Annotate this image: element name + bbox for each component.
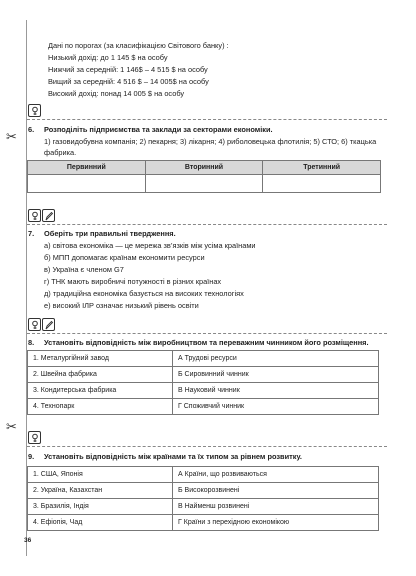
- threshold-line: Високий дохід: понад 14 005 $ на особу: [48, 89, 185, 98]
- option-item[interactable]: а) світова економіка — це мережа зв’язків між усіма країнами: [44, 241, 256, 250]
- task-title: Установіть відповідність між країнами та їх типом за рівнем розвитку.: [44, 452, 302, 461]
- answer-cell[interactable]: [28, 175, 146, 193]
- pencil-icon: [42, 209, 55, 222]
- pencil-icon: [42, 318, 55, 331]
- match-left-cell: 2. Україна, Казахстан: [28, 483, 173, 499]
- task-number: 6.: [28, 125, 35, 134]
- match-left-cell: 3. Бразилія, Індія: [28, 499, 173, 515]
- threshold-line: Нижчий за середній: 1 146$ – 4 515 $ на особу: [48, 65, 208, 74]
- match-right-cell: В Науковий чинник: [173, 383, 379, 399]
- match-right-cell: Г Споживчий чинник: [173, 399, 379, 415]
- section-divider: [27, 119, 387, 120]
- match-right-cell: Б Сировинний чинник: [173, 367, 379, 383]
- option-item[interactable]: б) МПП допомагає країнам економити ресурси: [44, 253, 205, 262]
- threshold-line: Низький дохід: до 1 145 $ на особу: [48, 53, 168, 62]
- match-right-cell: Б Високорозвинені: [173, 483, 379, 499]
- task-number: 7.: [28, 229, 35, 238]
- task-text: 1) газовидобувна компанія; 2) пекарня; 3) лікарня; 4) риболовецька флотилія; 5) СТО; 6) ткацька: [44, 137, 377, 146]
- option-item[interactable]: д) традиційна економіка базується на високих технологіях: [44, 289, 244, 298]
- task-title: Установіть відповідність між виробництвом та переважним чинником його розміщення.: [44, 338, 369, 347]
- page-number: 36: [24, 537, 32, 544]
- match-left-cell: 1. Металургійний завод: [28, 351, 173, 367]
- match-right-cell: А Трудові ресурси: [173, 351, 379, 367]
- match-right-cell: Г Країни з перехідною економікою: [173, 515, 379, 531]
- sector-header: Вторинний: [145, 161, 263, 175]
- match-left-cell: 3. Кондитерська фабрика: [28, 383, 173, 399]
- match-table: [27, 350, 379, 415]
- match-left-cell: 2. Швейна фабрика: [28, 367, 173, 383]
- task-icon: [28, 209, 41, 222]
- answer-cell[interactable]: [145, 175, 263, 193]
- answer-cell[interactable]: [263, 175, 381, 193]
- option-item[interactable]: г) ТНК мають виробничі потужності в різних країнах: [44, 277, 222, 286]
- sector-header: Третинний: [263, 161, 381, 175]
- task-title: Розподіліть підприємства та заклади за секторами економіки.: [44, 125, 273, 134]
- section-divider: [27, 224, 387, 225]
- task-icon: [28, 104, 41, 117]
- match-left-cell: 1. США, Японія: [28, 467, 173, 483]
- sectors-table: [27, 160, 381, 193]
- section-divider: [27, 446, 387, 447]
- task-text: фабрика.: [44, 148, 77, 157]
- task-number: 9.: [28, 452, 35, 461]
- task-number: 8.: [28, 338, 35, 347]
- match-right-cell: В Найменш розвинені: [173, 499, 379, 515]
- match-table: [27, 466, 379, 531]
- task-icon: [28, 431, 41, 444]
- match-left-cell: 4. Ефіопія, Чад: [28, 515, 173, 531]
- thresholds-intro: Дані по порогах (за класифікацією Світового банку) :: [48, 41, 229, 50]
- match-right-cell: А Країни, що розвиваються: [173, 467, 379, 483]
- section-divider: [27, 333, 387, 334]
- task-title: Оберіть три правильні твердження.: [44, 229, 176, 238]
- task-icon: [28, 318, 41, 331]
- sector-header: Первинний: [28, 161, 146, 175]
- threshold-line: Вищий за середній: 4 516 $ – 14 005$ на особу: [48, 77, 209, 86]
- option-item[interactable]: в) Україна є членом G7: [44, 265, 124, 274]
- scissors-icon: ✂: [6, 130, 17, 145]
- scissors-icon: ✂: [6, 420, 17, 435]
- option-item[interactable]: е) високий ІЛР означає низький рівень освіти: [44, 301, 199, 310]
- match-left-cell: 4. Технопарк: [28, 399, 173, 415]
